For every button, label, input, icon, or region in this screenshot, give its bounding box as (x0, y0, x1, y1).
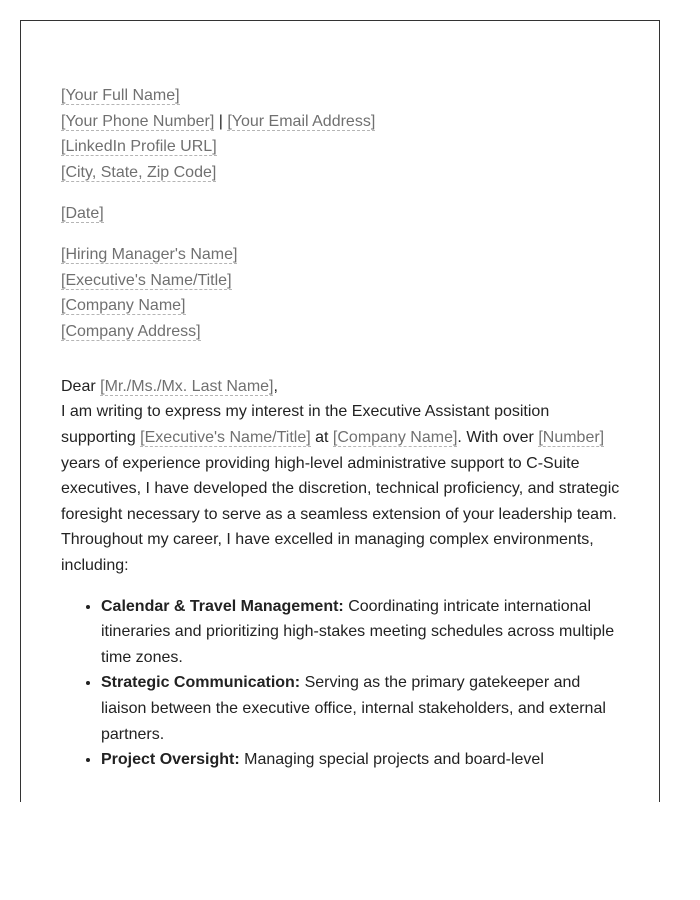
bullet-text: Managing special projects and board-level (239, 751, 544, 769)
date-placeholder[interactable]: [Date] (61, 204, 104, 222)
sender-location-placeholder[interactable]: [City, State, Zip Code] (61, 163, 217, 181)
hiring-manager-placeholder[interactable]: [Hiring Manager's Name] (61, 245, 238, 263)
intro-text-c: . With over (457, 429, 539, 447)
bullet-title: Calendar & Travel Management: (101, 597, 344, 615)
document-page (20, 20, 660, 802)
bullet-text: Coordinating intricate international itineraries and prioritizing high-stakes meeting schedules across multiple time zones. (101, 597, 615, 666)
recipient-company-line (61, 293, 625, 319)
intro-text-a: I am writing to express my interest in the Executive Assistant position supporting (61, 403, 550, 447)
salutation (61, 374, 625, 400)
recipient-manager-line (61, 242, 625, 268)
salutation-line (61, 374, 625, 400)
intro-text-b: at (310, 429, 333, 447)
salutation-name-placeholder[interactable]: [Mr./Ms./Mx. Last Name] (100, 377, 274, 395)
experience-paragraph: Throughout my career, I have excelled in managing complex environments, including: (61, 531, 594, 574)
recipient-block (61, 242, 625, 344)
date-line (61, 201, 625, 227)
sender-location-line (61, 160, 625, 186)
sender-contact-line (61, 109, 625, 135)
intro-text-d: years of experience providing high-level administrative support to C-Suite executives, I have developed the discretion, technical proficiency, and strategic foresight necessary to serve as a seamless extension of your leadership team. (61, 454, 620, 523)
executive-placeholder[interactable]: [Executive's Name/Title] (61, 271, 232, 289)
cover-letter (61, 83, 625, 773)
intro-number-placeholder[interactable]: [Number] (538, 429, 605, 447)
company-address-placeholder[interactable]: [Company Address] (61, 322, 201, 340)
achievements-list (61, 594, 625, 773)
bullet-title: Project Oversight: (101, 751, 240, 769)
sender-name-placeholder[interactable]: [Your Full Name] (61, 87, 180, 104)
recipient-executive-line (61, 268, 625, 294)
recipient-address-line (61, 319, 625, 345)
sender-name-line (61, 83, 625, 109)
sender-block (61, 83, 625, 185)
bullet-title: Strategic Communication: (101, 674, 301, 692)
list-item (101, 670, 625, 747)
company-name-placeholder[interactable]: [Company Name] (61, 297, 186, 315)
salutation-prefix: Dear (61, 377, 101, 395)
sender-phone-placeholder[interactable]: [Your Phone Number] (61, 112, 215, 130)
sender-linkedin-placeholder[interactable]: [LinkedIn Profile URL] (61, 138, 217, 156)
intro-executive-placeholder[interactable]: [Executive's Name/Title] (140, 429, 311, 447)
bullet-text: Serving as the primary gatekeeper and liaison between the executive office, internal stakeholders, and external partners. (101, 674, 606, 743)
contact-separator: | (214, 112, 228, 130)
salutation-suffix: , (273, 377, 278, 395)
sender-linkedin-line (61, 134, 625, 160)
list-item (101, 747, 625, 773)
list-item (101, 594, 625, 671)
intro-paragraph (61, 399, 625, 527)
date-block (61, 201, 625, 227)
sender-email-placeholder[interactable]: [Your Email Address] (227, 112, 376, 130)
intro-company-placeholder[interactable]: [Company Name] (332, 429, 458, 447)
